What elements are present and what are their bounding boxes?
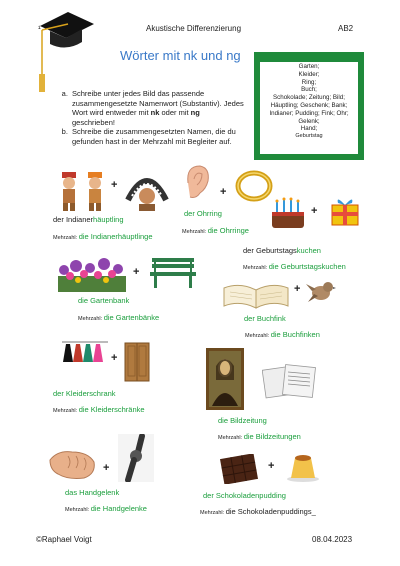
instruction-b: b. Schreibe die zusammengesetzten Namen, die du gefunden hast in der Mehrzahl mit Begleiter auf. xyxy=(70,127,244,146)
label-kleiderschrank: der Kleiderschrank xyxy=(53,389,116,398)
indian-children-image xyxy=(58,168,108,212)
label-buchfink: der Buchfink xyxy=(244,314,286,323)
open-book-image xyxy=(222,280,290,310)
plural-gartenbank: Mehrzahl: die Gartenbänke xyxy=(78,313,160,322)
finch-bird-image xyxy=(306,276,336,306)
plural-schokoladenpudding: Mehrzahl: die Schokoladenpuddings_ xyxy=(200,507,316,516)
pudding-image xyxy=(286,452,320,482)
graduation-cap-icon xyxy=(38,4,94,96)
newspapers-image xyxy=(262,362,318,400)
plus-sign: + xyxy=(294,283,301,295)
plus-sign: + xyxy=(220,186,227,198)
plural-kleiderschrank: Mehrzahl: die Kleiderschränke xyxy=(53,405,145,414)
instructions xyxy=(58,89,244,146)
plus-sign: + xyxy=(311,205,318,217)
footer-date: 08.04.2023 xyxy=(312,535,353,544)
dresses-image xyxy=(62,340,108,364)
worksheet-number: AB2 xyxy=(338,24,354,33)
plus-sign: + xyxy=(111,179,118,191)
label-geburtstagskuchen: der Geburtstagskuchen xyxy=(243,246,321,255)
page-title: Wörter mit nk und ng xyxy=(120,48,241,63)
plus-sign: + xyxy=(268,460,275,472)
plural-bildzeitung: Mehrzahl: die Bildzeitungen xyxy=(218,432,301,441)
gift-icon xyxy=(328,193,362,227)
label-schokoladenpudding: der Schokoladenpudding xyxy=(203,491,286,500)
word-list: Garten; Kleider; Ring; Buch; Schokolade; Zeitung; Bild; Häuptling; Geschenk; Bank; Indianer; Pudding; Fink; Ohr; Gelenk; Hand; Geburtstag xyxy=(260,62,358,154)
plural-ohrring: Mehrzahl: die Ohrringe xyxy=(182,226,249,235)
chocolate-bar-image xyxy=(220,454,258,484)
fist-hand-image xyxy=(48,446,98,484)
joint-bone-image xyxy=(118,434,154,482)
label-indianerhaeuptling: der Indianerhäuptling xyxy=(53,215,124,224)
plural-geburtstagskuchen: Mehrzahl: die Geburtstagskuchen xyxy=(243,262,346,271)
plural-handgelenk: Mehrzahl: die Handgelenke xyxy=(65,504,147,513)
instruction-a: a. Schreibe unter jedes Bild das passende zusammengesetzte Namenwort (Substantiv). Jedes Wort wird entweder mit nk oder mit ng geschrieben! xyxy=(70,89,244,127)
headdress-image xyxy=(124,166,170,212)
portrait-painting-image xyxy=(206,348,244,410)
label-gartenbank: die Gartenbank xyxy=(78,296,130,305)
word-box xyxy=(254,52,364,160)
plural-buchfink: Mehrzahl: die Buchfinken xyxy=(245,330,320,339)
header-mark: ¹ xyxy=(38,24,41,33)
ear-image xyxy=(182,163,212,201)
footer-author: ©Raphael Voigt xyxy=(36,535,92,544)
garden-flowers-image xyxy=(58,250,126,292)
birthday-cake-image xyxy=(268,196,308,232)
park-bench-image xyxy=(148,256,198,288)
wardrobe-image xyxy=(124,342,150,382)
worksheet-topic: Akustische Differenzierung xyxy=(146,24,242,33)
plural-indianerhaeuptling: Mehrzahl: die Indianerhäuptlinge xyxy=(53,232,153,241)
label-bildzeitung: die Bildzeitung xyxy=(218,416,267,425)
label-handgelenk: das Handgelenk xyxy=(65,488,120,497)
plus-sign: + xyxy=(133,266,140,278)
plus-sign: + xyxy=(103,462,110,474)
plus-sign: + xyxy=(111,352,118,364)
label-ohrring: der Ohrring xyxy=(184,209,222,218)
